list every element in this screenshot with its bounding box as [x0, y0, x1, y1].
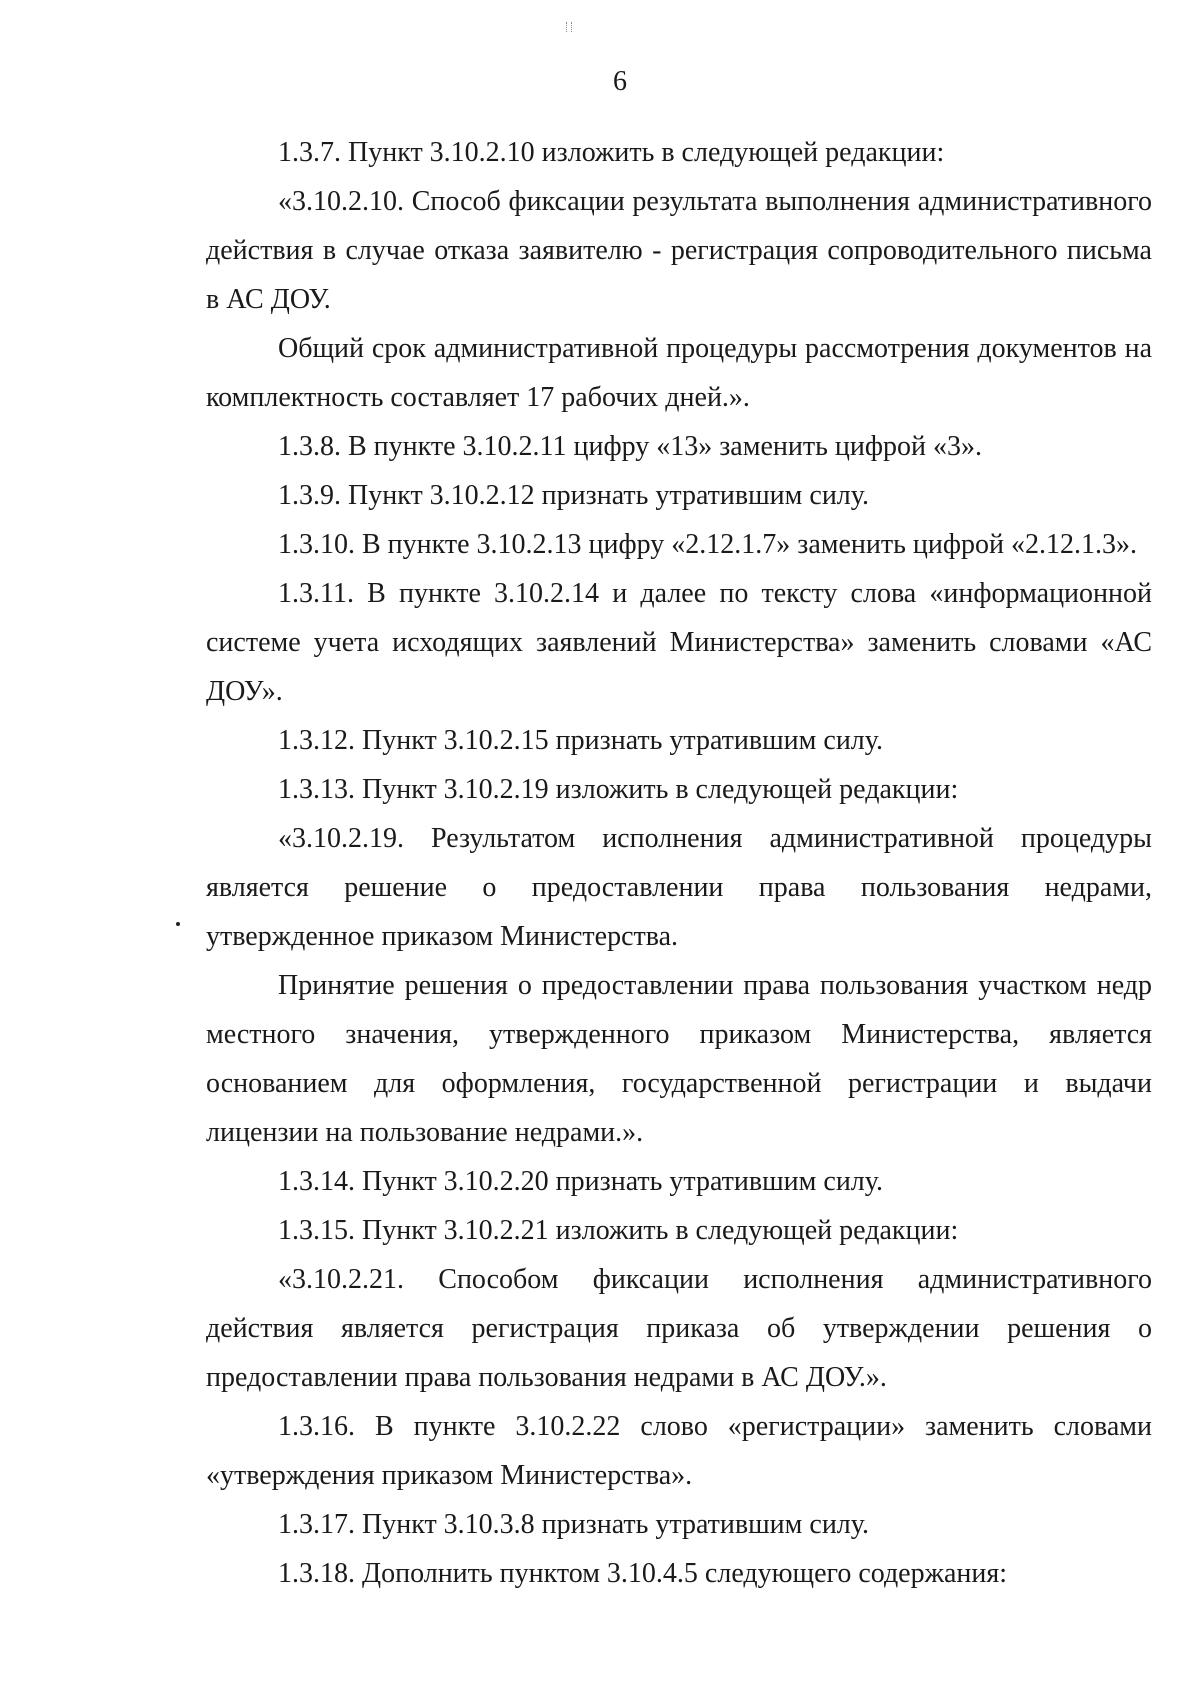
paragraph-1-3-13: 1.3.13. Пункт 3.10.2.19 изложить в следующей редакции:: [278, 774, 959, 805]
paragraph-1-3-9: 1.3.9. Пункт 3.10.2.12 признать утратившим силу.: [278, 480, 869, 511]
paragraph-1-3-14: 1.3.14. Пункт 3.10.2.20 признать утратившим силу.: [278, 1166, 883, 1197]
paragraph-3-10-2-10-text: «3.10.2.10. Способ фиксации результата выполнения административного действия в случае отказа заявителю - регистрация сопроводительного письма в АС ДОУ.: [206, 186, 1152, 315]
scan-artifact: [566, 22, 572, 32]
paragraph-1-3-15: 1.3.15. Пункт 3.10.2.21 изложить в следующей редакции:: [278, 1215, 959, 1246]
paragraph-1-3-12: 1.3.12. Пункт 3.10.2.15 признать утратившим силу.: [278, 725, 883, 756]
paragraph-1-3-7: 1.3.7. Пункт 3.10.2.10 изложить в следующей редакции:: [278, 137, 945, 168]
page-number: 6: [613, 66, 627, 97]
paragraph-1-3-17: 1.3.17. Пункт 3.10.3.8 признать утратившим силу.: [278, 1509, 869, 1540]
margin-dot: [176, 922, 180, 926]
paragraph-1-3-18: 1.3.18. Дополнить пунктом 3.10.4.5 следующего содержания:: [278, 1558, 1008, 1589]
paragraph-3-10-2-19-text: «3.10.2.19. Результатом исполнения административной процедуры является решение о предоставлении права пользования недрами, утвержденное приказом Министерства.: [206, 823, 1152, 952]
paragraph-3-10-2-21-text: «3.10.2.21. Способом фиксации исполнения административного действия является регистрация приказа об утверждении решения о предоставлении права пользования недрами в АС ДОУ.».: [206, 1264, 1152, 1393]
paragraph-1-3-16: 1.3.16. В пункте 3.10.2.22 слово «регистрации» заменить словами «утверждения приказом Министерства».: [206, 1411, 1152, 1491]
document-body: [206, 128, 1152, 1598]
paragraph-1-3-10: 1.3.10. В пункте 3.10.2.13 цифру «2.12.1.7» заменить цифрой «2.12.1.3».: [278, 529, 1137, 560]
paragraph-1-3-11: 1.3.11. В пункте 3.10.2.14 и далее по тексту слова «информационной системе учета исходящих заявлений Министерства» заменить словами «АС ДОУ».: [206, 578, 1152, 707]
paragraph-1-3-8: 1.3.8. В пункте 3.10.2.11 цифру «13» заменить цифрой «3».: [278, 431, 982, 462]
paragraph-total-term: Общий срок административной процедуры рассмотрения документов на комплектность составляет 17 рабочих дней.».: [206, 333, 1152, 413]
paragraph-decision-basis: Принятие решения о предоставлении права пользования участком недр местного значения, утвержденного приказом Министерства, является основанием для оформления, государственной регистрации и выдачи лицензии на пользование недрами.».: [206, 970, 1152, 1148]
